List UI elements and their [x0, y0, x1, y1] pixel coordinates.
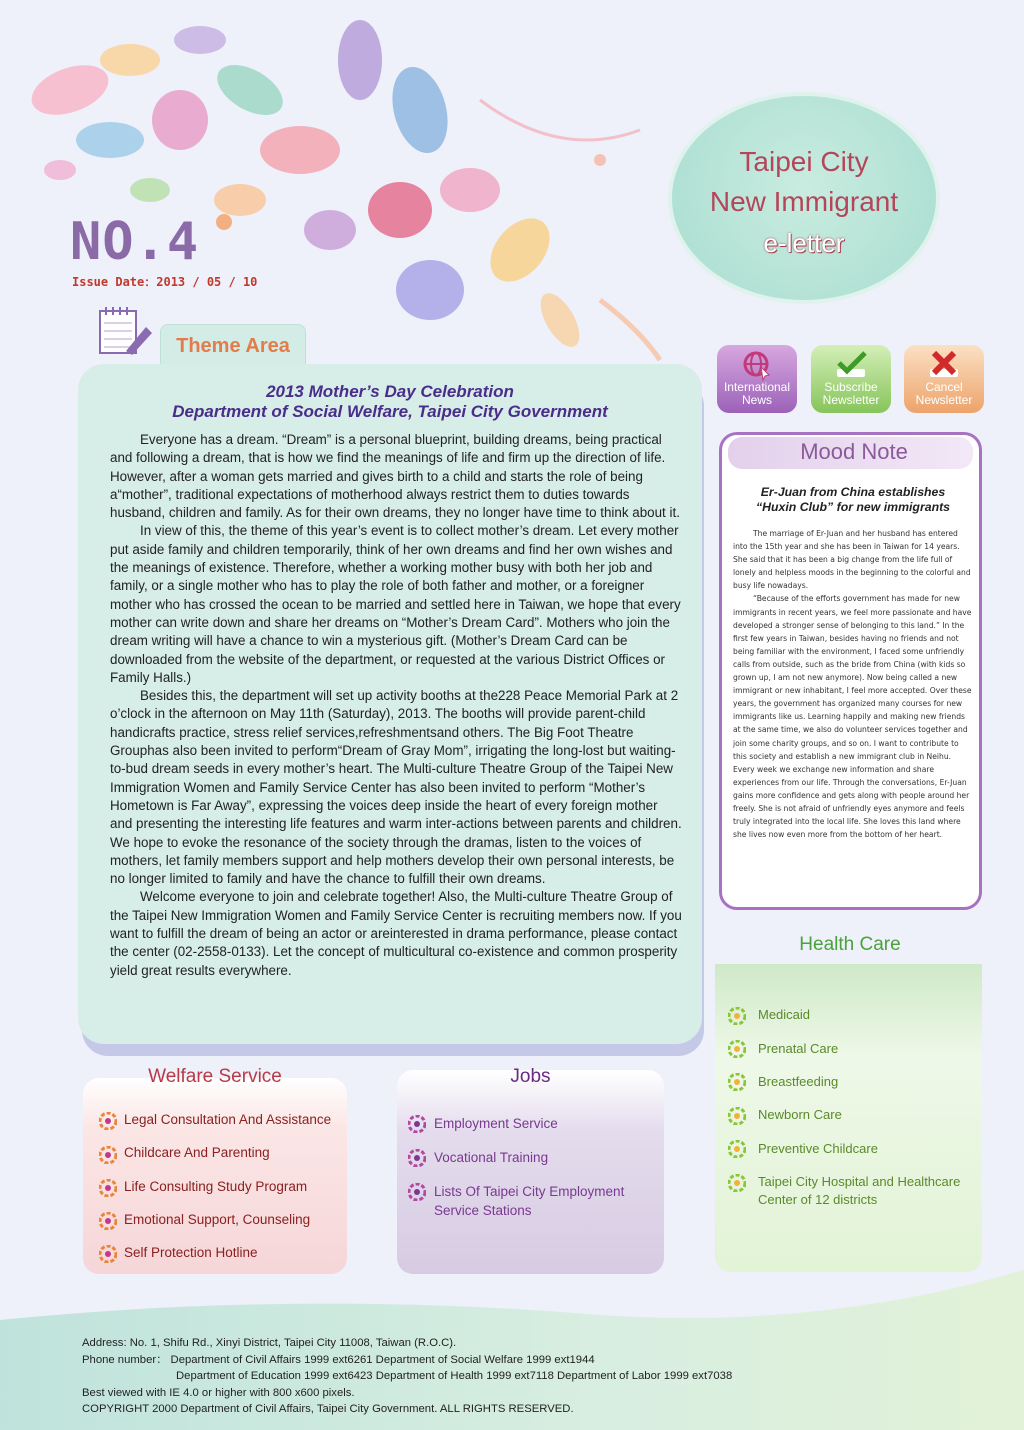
health-link-newborn-care[interactable]: Newborn Care: [758, 1107, 842, 1122]
welfare-service-title: Welfare Service: [148, 1066, 282, 1087]
footer-phone-line1: Phone number： Department of Civil Affairs 1999 ext6261 Department of Social Welfare 1999 ext1944: [82, 1353, 595, 1366]
article-title: [100, 382, 680, 422]
article-paragraph: In view of this, the theme of this year’s event is to collect mother’s dream. Let every mother put aside family and children temporarily, think of her own dreams and find her own wishes and the meanings of existence. Therefore, whether a working mother busy with both her job and family, or a single mother who has to play the role of both father and mother, or a foreigner mother who has crossed the ocean to be married and settled here in Taiwan, we hope that every mother can write down and share her dreams on “Mother’s Dream Card”. Mothers who join the dream writing will have a chance to win a mysterious gift. (Mother’s Dream Card can be downloaded from the website of the department, or requested at the various District Offices or Family Halls.): [110, 523, 681, 685]
article-body: [110, 431, 682, 980]
health-link-hospital-centers[interactable]: Taipei City Hospital and Healthcare Center of 12 districts: [758, 1174, 961, 1207]
footer-browser-note: Best viewed with IE 4.0 or higher with 800 x600 pixels.: [82, 1386, 355, 1399]
green-flower-bullet-icon: [728, 1040, 746, 1058]
orange-flower-bullet-icon: [99, 1112, 117, 1130]
welfare-link-childcare[interactable]: Childcare And Parenting: [124, 1145, 270, 1160]
mood-note-body: [733, 527, 973, 841]
green-flower-bullet-icon: [728, 1007, 746, 1025]
welfare-link-life-consulting[interactable]: Life Consulting Study Program: [124, 1179, 308, 1194]
health-link-medicaid[interactable]: Medicaid: [758, 1007, 811, 1022]
mood-subtitle-line1: Er-Juan from China establishes: [760, 485, 946, 499]
international-news-label1: International: [723, 380, 791, 394]
footer-copyright: COPYRIGHT 2000 Department of Civil Affairs, Taipei City Government. ALL RIGHTS RESERVED.: [82, 1403, 574, 1415]
cancel-label2: Newsletter: [915, 393, 973, 407]
footer-info: [82, 1335, 732, 1418]
welfare-link-emotional-support[interactable]: Emotional Support, Counseling: [124, 1212, 311, 1227]
green-flower-bullet-icon: [728, 1140, 746, 1158]
jobs-link-vocational-training[interactable]: Vocational Training: [434, 1150, 549, 1165]
cancel-label1: Cancel: [925, 380, 963, 394]
tab-theme-area[interactable]: Theme Area: [160, 324, 306, 368]
health-link-preventive-childcare[interactable]: Preventive Childcare: [758, 1141, 878, 1156]
article-title-line2: Department of Social Welfare, Taipei City Government: [172, 402, 608, 421]
purple-flower-bullet-icon: [408, 1115, 426, 1133]
globe-cursor-icon: [717, 345, 797, 381]
mood-paragraph: The marriage of Er-Juan and her husband has entered into the 15th year and she has been in Taiwan for 14 years. She said that it has been a big change from the life full of lonely and helpless moods in the beginning to the colorful and busy life nowadays.: [733, 529, 971, 591]
mood-note-subtitle: [735, 485, 971, 515]
health-care-title: Health Care: [799, 934, 901, 955]
orange-flower-bullet-icon: [99, 1179, 117, 1197]
jobs-link-employment-stations[interactable]: Lists Of Taipei City Employment Service Stations: [434, 1184, 625, 1218]
article-paragraph: Besides this, the department will set up activity booths at the228 Peace Memorial Park at 2 o’clock in the afternoon on May 11th (Saturday), 2013. The booths will provide parent-child handicrafts practice, stress relief services,refreshmentsand others. The Big Foot Theatre Grouphas also been invited to perform“Dream of Gray Mom”, irrigating the long-lost but waiting-to-bud dream seeds in every mother’s heart. The Multi-culture Theatre Group of the Taipei New Immigration Women and Family Service Center has also been invited to perform “Mother’s Hometown is Far Away”, expressing the voices deep inside the heart of every foreign mother and presenting the interesting life features and warm inter-actions between parents and children. We hope to evoke the resonance of the society through the dramas, listen to the voices of mothers, let family members support and help mothers develop their own personal interests, be no longer limited to family and have the chance to fulfill their own dreams.: [110, 688, 682, 887]
mood-subtitle-line2: “Huxin Club” for new immigrants: [755, 500, 951, 514]
international-news-button[interactable]: [717, 345, 797, 413]
mood-note-title: Mood Note: [800, 439, 908, 464]
subscribe-label1: Subscribe: [824, 380, 878, 394]
international-news-label2: News: [741, 393, 772, 407]
article-paragraph: Welcome everyone to join and celebrate together! Also, the Multi-culture Theatre Group of the Taipei New Immigration Women and Family Service Center is recruiting members now. If you want to fulfill the dream of being an actor or areinterested in drama performance, please contact the center (02-2558-0133). Let the concept of multicultural co-existence and common prosperity yield great results everywhere.: [110, 889, 682, 978]
article-paragraph: Everyone has a dream. “Dream” is a personal blueprint, building dreams, being practical and following a dream, that is how we find the meanings of life and firm up the direction of life. However, after a woman gets married and gives birth to a child and starts the role of being a“mother”, traditional expectations of motherhood always restrict them to duties towards husband, children and family. As for their own dreams, they no longer have time to think about it.: [110, 432, 680, 521]
jobs-panel: [397, 1070, 664, 1274]
newsletter-title-line2: New Immigrant: [709, 186, 899, 217]
article-title-line1: 2013 Mother’s Day Celebration: [266, 382, 514, 401]
cancel-newsletter-button[interactable]: [904, 345, 984, 413]
purple-flower-bullet-icon: [408, 1183, 426, 1201]
check-icon: [811, 345, 891, 381]
issue-number: NO.4: [70, 212, 200, 272]
subscribe-newsletter-button[interactable]: [811, 345, 891, 413]
orange-flower-bullet-icon: [99, 1212, 117, 1230]
title-circle: [668, 92, 940, 304]
health-link-breastfeeding[interactable]: Breastfeeding: [758, 1074, 839, 1089]
subscribe-label2: Newsletter: [822, 393, 880, 407]
green-flower-bullet-icon: [728, 1174, 746, 1192]
x-mark-icon: [904, 345, 984, 381]
issue-date: Issue Date：2013 / 05 / 10: [72, 275, 258, 289]
welfare-link-legal[interactable]: Legal Consultation And Assistance: [124, 1112, 332, 1127]
newsletter-title-line1: Taipei City: [739, 146, 869, 177]
green-flower-bullet-icon: [728, 1107, 746, 1125]
footer-address: Address: No. 1, Shifu Rd., Xinyi District, Taipei City 11008, Taiwan (R.O.C).: [82, 1337, 457, 1349]
jobs-title: Jobs: [510, 1066, 551, 1087]
health-link-prenatal-care[interactable]: Prenatal Care: [758, 1041, 839, 1056]
welfare-link-hotline[interactable]: Self Protection Hotline: [124, 1245, 258, 1260]
footer-phone-line2: Department of Education 1999 ext6423 Department of Health 1999 ext7118 Department of Labor 1999 ext7038: [176, 1370, 733, 1382]
mood-paragraph: “Because of the efforts government has made for new immigrants in recent years, we feel more passionate and have developed a stronger sense of belonging to this land.” In the first few years in Taiwan, besides having no friends and not being familiar with the environment, I faced some unfriendly calls from outside, such as the bride from China (with kids so grown up, I am not new anymore). Now being called a new immigrant or new inhabitant, I feel more accepted. Over these years, the government has organized many courses for new immigrants like us. Learning happily and making new friends at the same time, we also do volunteer services together and join some charity groups, and so on. I want to contribute to this society and establish a new immigrant club in Neihu. Every week we exchange new information and share experiences from our life. Through the conversations, Er-Juan gains more confidence and gets along with people around her freely. She is not afraid of unfriendly eyes anymore and feels truly integrated into the local life. She loves this land where she lives now even more from the bottom of her heart.: [733, 594, 972, 840]
jobs-link-employment-service[interactable]: Employment Service: [434, 1116, 558, 1131]
notepad-pencil-icon: [98, 305, 154, 357]
orange-flower-bullet-icon: [99, 1146, 117, 1164]
purple-flower-bullet-icon: [408, 1149, 426, 1167]
newsletter-title-line3: e-letter: [763, 228, 845, 258]
green-flower-bullet-icon: [728, 1073, 746, 1091]
orange-flower-bullet-icon: [99, 1245, 117, 1263]
